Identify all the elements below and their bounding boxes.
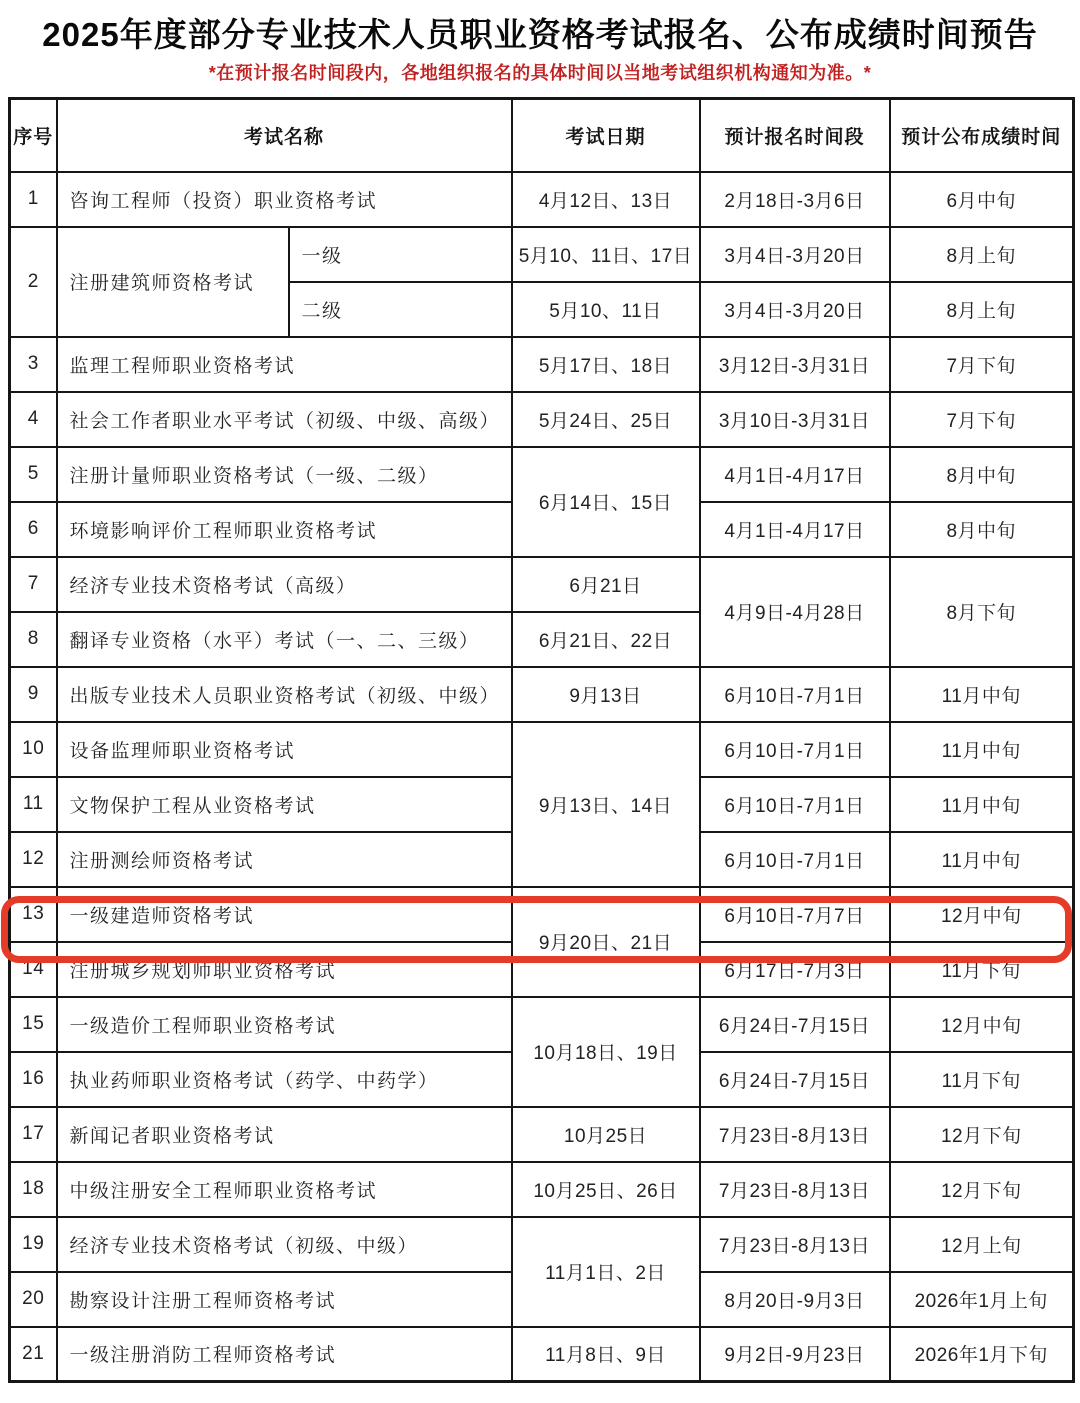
table-cell: 12月下旬 [890,1162,1074,1217]
table-cell: 15 [10,997,57,1052]
table-cell: 8月中旬 [890,502,1074,557]
header-row [10,99,1074,172]
table-cell: 5月10、11日 [512,282,700,337]
table-cell: 文物保护工程从业资格考试 [57,777,512,832]
table-cell: 执业药师职业资格考试（药学、中药学） [57,1052,512,1107]
header-cell: 预计报名时间段 [700,99,890,172]
table-row [10,1162,1074,1217]
header-cell: 预计公布成绩时间 [890,99,1074,172]
table-cell: 翻译专业资格（水平）考试（一、二、三级） [57,612,512,667]
exam-schedule-table [8,97,1075,1383]
table-cell: 4月1日-4月17日 [700,502,890,557]
table-cell: 4月9日-4月28日 [700,557,890,667]
table-cell: 11月8日、9日 [512,1327,700,1382]
table-cell: 6 [10,502,57,557]
table-cell: 12月中旬 [890,887,1074,942]
table-cell: 12月上旬 [890,1217,1074,1272]
table-cell: 6月10日-7月1日 [700,832,890,887]
table-cell: 8月上旬 [890,227,1074,282]
table-cell: 注册建筑师资格考试 [57,227,289,337]
table-cell: 11月下旬 [890,942,1074,997]
table-cell: 11月中旬 [890,777,1074,832]
table-cell: 6月10日-7月1日 [700,667,890,722]
table-row [10,227,1074,282]
table-cell: 新闻记者职业资格考试 [57,1107,512,1162]
table-cell: 11月中旬 [890,667,1074,722]
table-cell: 12月中旬 [890,997,1074,1052]
table-cell: 社会工作者职业水平考试（初级、中级、高级） [57,392,512,447]
table-cell: 11 [10,777,57,832]
table-cell: 中级注册安全工程师职业资格考试 [57,1162,512,1217]
document-subtitle-note: *在预计报名时间段内，各地组织报名的具体时间以当地考试组织机构通知为准。* [208,63,872,83]
table-cell: 环境影响评价工程师职业资格考试 [57,502,512,557]
table-cell: 2月18日-3月6日 [700,172,890,227]
table-row [10,722,1074,777]
table-cell: 注册测绘师资格考试 [57,832,512,887]
table-cell: 8 [10,612,57,667]
table-cell: 一级注册消防工程师资格考试 [57,1327,512,1382]
table-cell: 6月中旬 [890,172,1074,227]
table-cell: 16 [10,1052,57,1107]
table-cell: 一级造价工程师职业资格考试 [57,997,512,1052]
table-cell: 6月10日-7月1日 [700,722,890,777]
table-cell: 17 [10,1107,57,1162]
table-row [10,887,1074,942]
table-cell: 7月23日-8月13日 [700,1217,890,1272]
table-row [10,447,1074,502]
table-cell: 18 [10,1162,57,1217]
table-row [10,1217,1074,1272]
table-cell: 21 [10,1327,57,1382]
header-cell: 考试日期 [512,99,700,172]
header-cell: 序号 [10,99,57,172]
table-cell: 咨询工程师（投资）职业资格考试 [57,172,512,227]
table-cell: 7月23日-8月13日 [700,1162,890,1217]
table-cell: 10 [10,722,57,777]
header-cell: 考试名称 [57,99,512,172]
table-cell: 经济专业技术资格考试（初级、中级） [57,1217,512,1272]
table-cell: 13 [10,887,57,942]
table-cell: 7月下旬 [890,337,1074,392]
table-cell: 12 [10,832,57,887]
table-cell: 9月20日、21日 [512,887,700,997]
table-cell: 9 [10,667,57,722]
table-cell: 二级 [289,282,512,337]
table-cell: 监理工程师职业资格考试 [57,337,512,392]
table-cell: 10月25日 [512,1107,700,1162]
table-cell: 4月1日-4月17日 [700,447,890,502]
table-cell: 2026年1月上旬 [890,1272,1074,1327]
table-cell: 4 [10,392,57,447]
table-cell: 2 [10,227,57,337]
table-cell: 6月10日-7月7日 [700,887,890,942]
table-row [10,337,1074,392]
table-cell: 6月10日-7月1日 [700,777,890,832]
table-cell: 11月1日、2日 [512,1217,700,1327]
table-cell: 3月4日-3月20日 [700,227,890,282]
table-cell: 8月上旬 [890,282,1074,337]
table-cell: 一级 [289,227,512,282]
table-cell: 10月18日、19日 [512,997,700,1107]
table-body [10,172,1074,1382]
table-row [10,172,1074,227]
table-cell: 9月13日、14日 [512,722,700,887]
document-title: 2025年度部分专业技术人员职业资格考试报名、公布成绩时间预告 [42,16,1038,53]
table-cell: 设备监理师职业资格考试 [57,722,512,777]
table-cell: 10月25日、26日 [512,1162,700,1217]
table-cell: 20 [10,1272,57,1327]
table-cell: 经济专业技术资格考试（高级） [57,557,512,612]
table-row [10,667,1074,722]
table-row [10,997,1074,1052]
table-cell: 7月下旬 [890,392,1074,447]
table-header-row [10,99,1074,172]
table-cell: 11月下旬 [890,1052,1074,1107]
table-cell: 8月中旬 [890,447,1074,502]
table-cell: 6月24日-7月15日 [700,997,890,1052]
table-cell: 5 [10,447,57,502]
table-cell: 6月17日-7月3日 [700,942,890,997]
table-cell: 4月12日、13日 [512,172,700,227]
table-cell: 一级建造师资格考试 [57,887,512,942]
table-cell: 12月下旬 [890,1107,1074,1162]
table-cell: 注册计量师职业资格考试（一级、二级） [57,447,512,502]
table-cell: 6月14日、15日 [512,447,700,557]
table-cell: 5月10、11日、17日 [512,227,700,282]
table-cell: 9月2日-9月23日 [700,1327,890,1382]
table-cell: 3月12日-3月31日 [700,337,890,392]
table-cell: 11月中旬 [890,722,1074,777]
table-row [10,557,1074,612]
table-cell: 7月23日-8月13日 [700,1107,890,1162]
table-cell: 6月24日-7月15日 [700,1052,890,1107]
table-cell: 3月4日-3月20日 [700,282,890,337]
table-cell: 8月20日-9月3日 [700,1272,890,1327]
table-cell: 5月17日、18日 [512,337,700,392]
table-cell: 14 [10,942,57,997]
table-cell: 3月10日-3月31日 [700,392,890,447]
table-cell: 1 [10,172,57,227]
table-cell: 7 [10,557,57,612]
table-cell: 9月13日 [512,667,700,722]
table-cell: 勘察设计注册工程师资格考试 [57,1272,512,1327]
table-cell: 2026年1月下旬 [890,1327,1074,1382]
table-cell: 8月下旬 [890,557,1074,667]
table-row [10,392,1074,447]
table-row [10,1327,1074,1382]
table-cell: 出版专业技术人员职业资格考试（初级、中级） [57,667,512,722]
table-cell: 3 [10,337,57,392]
table-cell: 6月21日 [512,557,700,612]
table-row [10,1107,1074,1162]
table-cell: 19 [10,1217,57,1272]
table-cell: 11月中旬 [890,832,1074,887]
table-cell: 6月21日、22日 [512,612,700,667]
table-cell: 注册城乡规划师职业资格考试 [57,942,512,997]
table-cell: 5月24日、25日 [512,392,700,447]
